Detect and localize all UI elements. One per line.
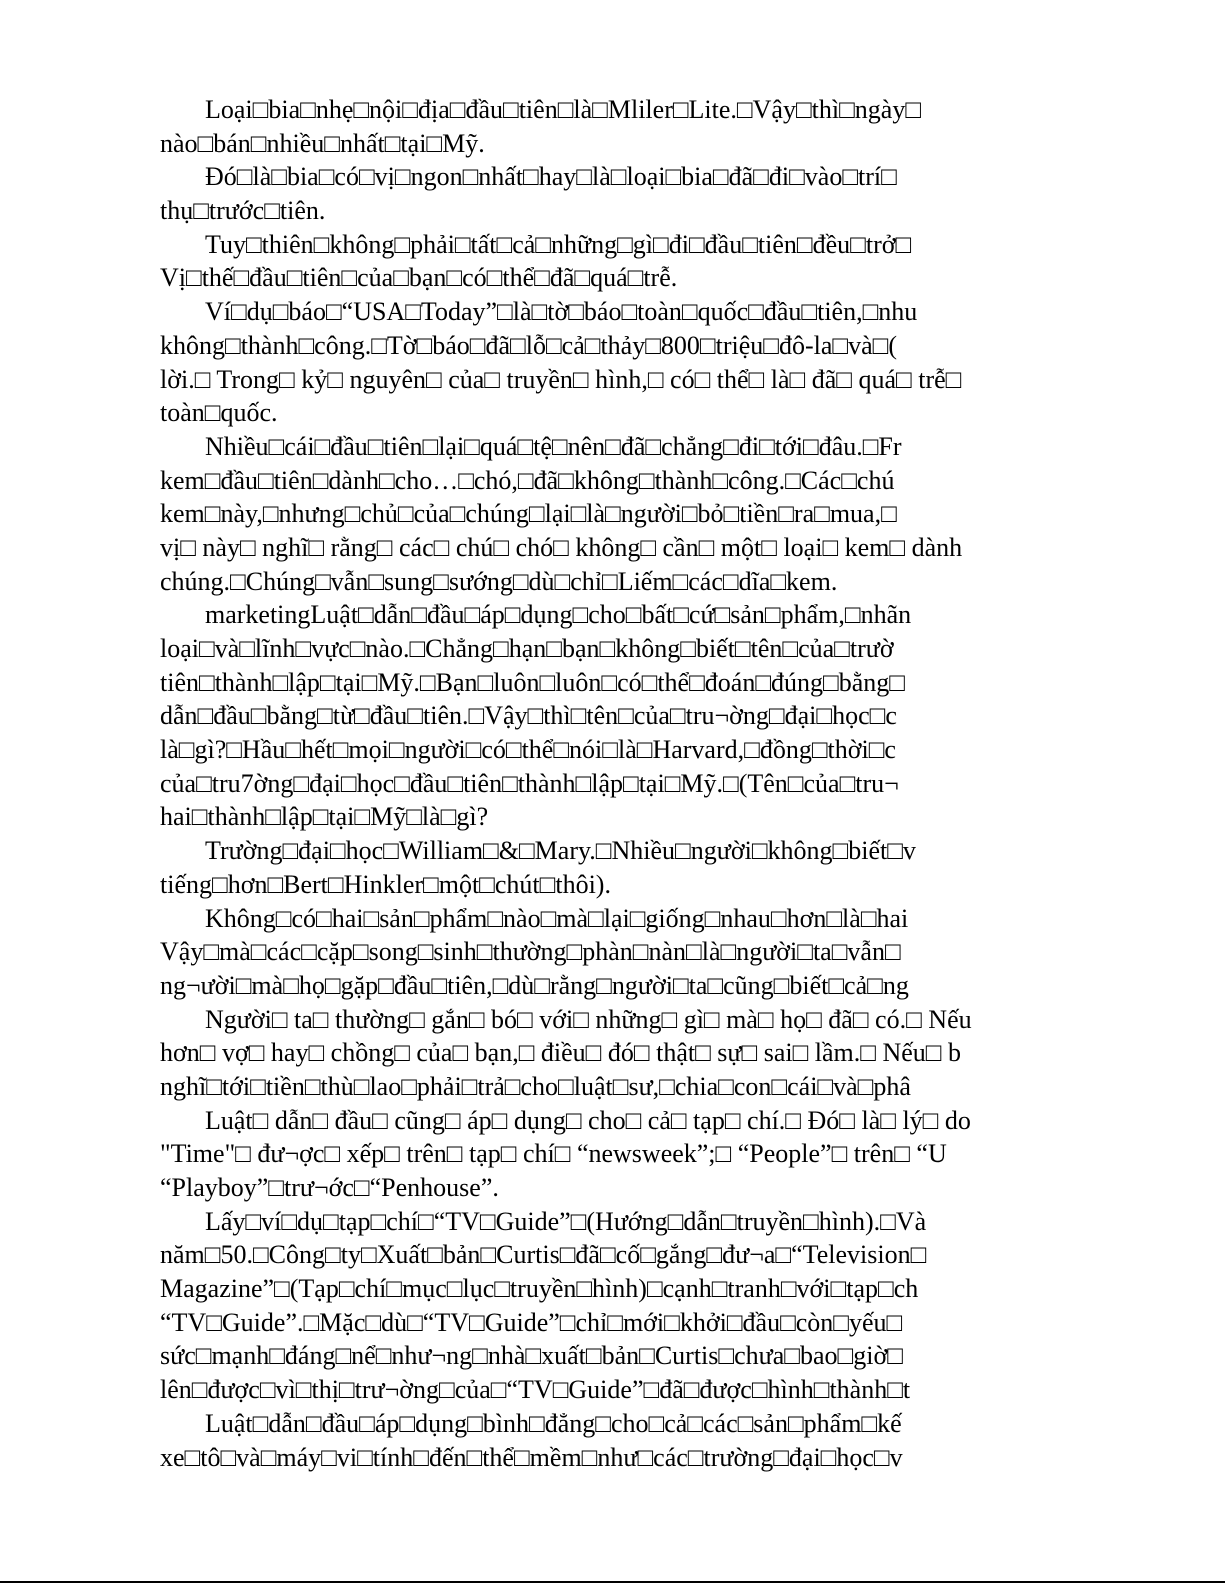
text-line: tiên□thành□lập□tại□Mỹ.□Bạn□luôn□luôn□có□thể□đoán□đúng□bằng□	[160, 667, 905, 697]
text-line: năm□50.□Công□ty□Xuất□bản□Curtis□đã□cố□gắng□đư¬a□“Television□	[160, 1240, 927, 1270]
text-line: Luật□ dẫn□ đầu□ cũng□ áp□ dụng□ cho□ cả□ tạp□ chí.□ Đó□ là□ lý□ do	[205, 1105, 971, 1135]
text-line: lời.□ Trong□ kỷ□ nguyên□ của□ truyền□ hình,□ có□ thể□ là□ đã□ quá□ trễ□	[160, 364, 962, 394]
text-line: kem□này,□nhưng□chủ□của□chúng□lại□là□người□bỏ□tiền□ra□mua,□	[160, 499, 897, 529]
text-line: Tuy□thiên□không□phải□tất□cả□những□gì□đi□đầu□tiên□đều□trở□	[205, 229, 912, 259]
text-line: loại□và□lĩnh□vực□nào.□Chẳng□hạn□bạn□không□biết□tên□của□trườ	[160, 634, 894, 663]
text-line: Ví□dụ□báo□“USA□Today”□là□tờ□báo□toàn□quốc□đầu□tiên,□nhu	[205, 297, 918, 327]
text-line: “TV□Guide”.□Mặc□dù□“TV□Guide”□chỉ□mới□khởi□đầu□còn□yếu□	[160, 1307, 903, 1337]
text-line: Vậy□mà□các□cặp□song□sinh□thường□phàn□nàn□là□người□ta□vẫn□	[160, 937, 901, 967]
text-line: của□tru7ờng□đại□học□đầu□tiên□thành□lập□tại□Mỹ.□(Tên□của□tru¬	[160, 768, 899, 798]
text-line: thụ□trước□tiên.	[160, 196, 326, 226]
text-line: kem□đầu□tiên□dành□cho…□chó,□đã□không□thành□công.□Các□chú	[160, 465, 895, 495]
text-line: xe□tô□và□máy□vi□tính□đến□thể□mềm□như□các□trường□đại□học□v	[160, 1442, 903, 1472]
text-line: sức□mạnh□đáng□nể□như¬ng□nhà□xuất□bản□Curtis□chưa□bao□giờ□	[160, 1341, 903, 1371]
text-line: “Playboy”□trư¬ớc□“Penhouse”.	[160, 1173, 499, 1202]
text-line: nào□bán□nhiều□nhất□tại□Mỹ.	[160, 128, 485, 158]
text-line: Đó□là□bia□có□vị□ngon□nhất□hay□là□loại□bia□đã□đi□vào□trí□	[205, 162, 897, 192]
text-line: Vị□thế□đầu□tiên□của□bạn□có□thể□đã□quá□trễ.	[160, 263, 678, 293]
text-line: hơn□ vợ□ hay□ chồng□ của□ bạn,□ điều□ đó□ thật□ sự□ sai□ lầm.□ Nếu□ b	[160, 1038, 961, 1068]
text-line: là□gì?□Hầu□hết□mọi□người□có□thể□nói□là□Harvard,□đồng□thời□c	[160, 735, 896, 765]
text-line: chúng.□Chúng□vẫn□sung□sướng□dù□chỉ□Liếm□các□dĩa□kem.	[160, 566, 838, 596]
text-line: Loại□bia□nhẹ□nội□địa□đầu□tiên□là□Mliler□Lite.□Vậy□thì□ngày□	[205, 95, 922, 124]
text-line: "Time"□ đư¬ợc□ xếp□ trên□ tạp□ chí□ “newsweek”;□ “People”□ trên□ “U	[160, 1139, 947, 1169]
text-line: tiếng□hơn□Bert□Hinkler□một□chút□thôi).	[160, 869, 611, 899]
text-line: Nhiều□cái□đầu□tiên□lại□quá□tệ□nên□đã□chẳng□đi□tới□đâu.□Fr	[205, 431, 902, 461]
page-bottom-border	[0, 1581, 1225, 1583]
text-line: Người□ ta□ thường□ gắn□ bó□ với□ những□ gì□ mà□ họ□ đã□ có.□ Nếu	[205, 1004, 972, 1034]
text-line: marketingLuật□dẫn□đầu□áp□dụng□cho□bất□cứ□sản□phẩm,□nhãn	[205, 600, 912, 630]
text-line: Không□có□hai□sản□phẩm□nào□mà□lại□giống□nhau□hơn□là□hai	[205, 903, 909, 933]
text-line: Trường□đại□học□William□&□Mary.□Nhiều□người□không□biết□v	[205, 836, 916, 866]
text-line: lên□được□vì□thị□trư¬ờng□của□“TV□Guide”□đã□được□hình□thành□t	[160, 1375, 911, 1405]
text-line: Lấy□ví□dụ□tạp□chí□“TV□Guide”□(Hướng□dẫn□truyền□hình).□Và	[205, 1206, 927, 1236]
text-line: vị□ này□ nghĩ□ rằng□ các□ chú□ chó□ không□ cần□ một□ loại□ kem□ dành	[160, 532, 963, 562]
text-line: Luật□dẫn□đầu□áp□dụng□bình□đẳng□cho□cả□các□sản□phẩm□kế	[205, 1408, 902, 1438]
text-line: ng¬ười□mà□họ□gặp□đầu□tiên,□dù□rằng□người□ta□cũng□biết□cả□ng	[160, 970, 909, 1000]
text-line: nghĩ□tới□tiền□thù□lao□phải□trả□cho□luật□sư,□chia□con□cái□và□phâ	[160, 1071, 911, 1101]
text-line: dẫn□đầu□bằng□từ□đầu□tiên.□Vậy□thì□tên□của□tru¬ờng□đại□học□c	[160, 701, 897, 731]
body-text	[160, 93, 1090, 1474]
text-line: toàn□quốc.	[160, 398, 278, 428]
text-line: không□thành□công.□Tờ□báo□đã□lỗ□cả□thảy□800□triệu□đô-la□và□(	[160, 330, 898, 360]
text-line: Magazine”□(Tạp□chí□mục□lục□truyền□hình)□cạnh□tranh□với□tạp□ch	[160, 1274, 919, 1304]
text-line: hai□thành□lập□tại□Mỹ□là□gì?	[160, 802, 489, 832]
